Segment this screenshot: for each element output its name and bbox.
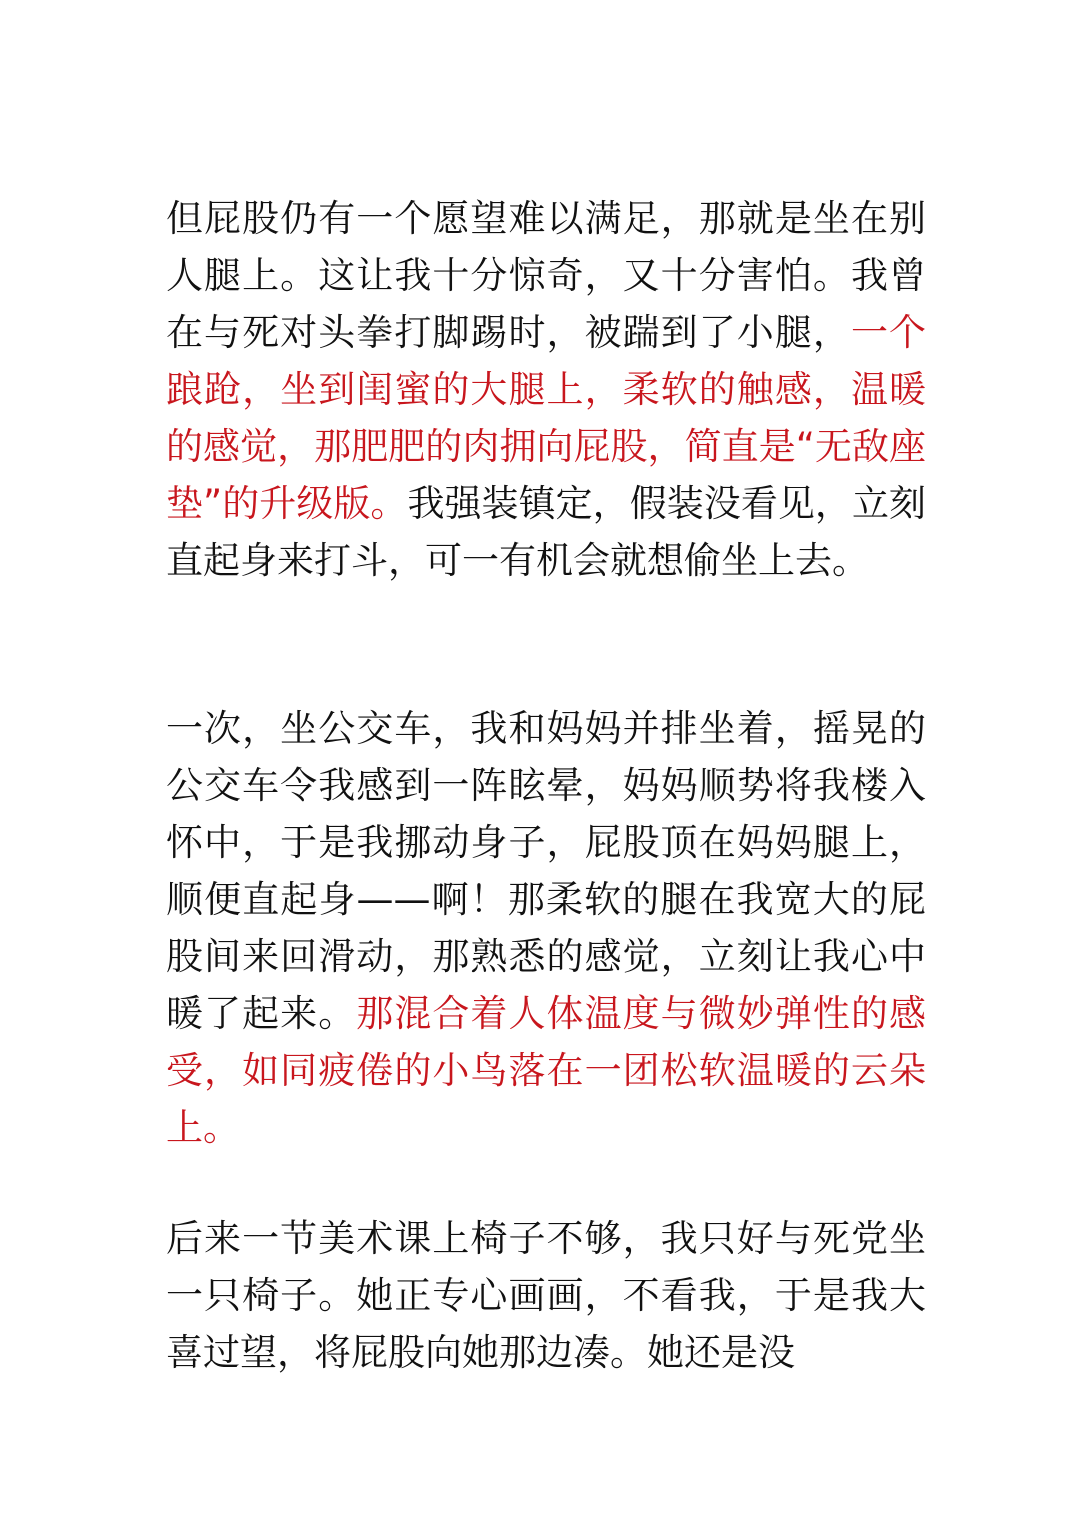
paragraph-2-text-1: 一次，坐公交车，我和妈妈并排坐着，摇晃的公交车令我感到一阵眩晕，妈妈顺势将我楼入怀中，于是我挪动身子，屁股顶在妈妈腿上，顺便直起身——啊！那柔软的腿在我宽大的屁股间来回滑动，那熟悉的感觉，立刻让我心中暖了起来。: [166, 707, 926, 1035]
paragraph-1-highlight: 一个踉跄，坐到闺蜜的大腿上，柔软的触感，温暖的感觉，那肥肥的肉拥向屁股，简直是“无敌座垫”的升级版。: [166, 311, 927, 525]
paragraph-3: [166, 1210, 926, 1381]
paragraph-3-text-1: 后来一节美术课上椅子不够，我只好与死党坐一只椅子。她正专心画画，不看我，于是我大喜过望，将屁股向她那边凑。她还是没: [166, 1217, 926, 1374]
paragraph-1: [166, 190, 926, 589]
paragraph-2: [166, 700, 926, 1156]
paragraph-1-text-1: 但屁股仍有一个愿望难以满足，那就是坐在别人腿上。这让我十分惊奇，又十分害怕。我曾在与死对头拳打脚踢时，被踹到了小腿，: [166, 197, 926, 354]
paragraph-2-highlight: 那混合着人体温度与微妙弹性的感受，如同疲倦的小鸟落在一团松软温暖的云朵上。: [166, 992, 927, 1149]
paragraph-1-text-2: 我强装镇定，假装没看见，立刻直起身来打斗，可一有机会就想偷坐上去。: [166, 482, 927, 582]
